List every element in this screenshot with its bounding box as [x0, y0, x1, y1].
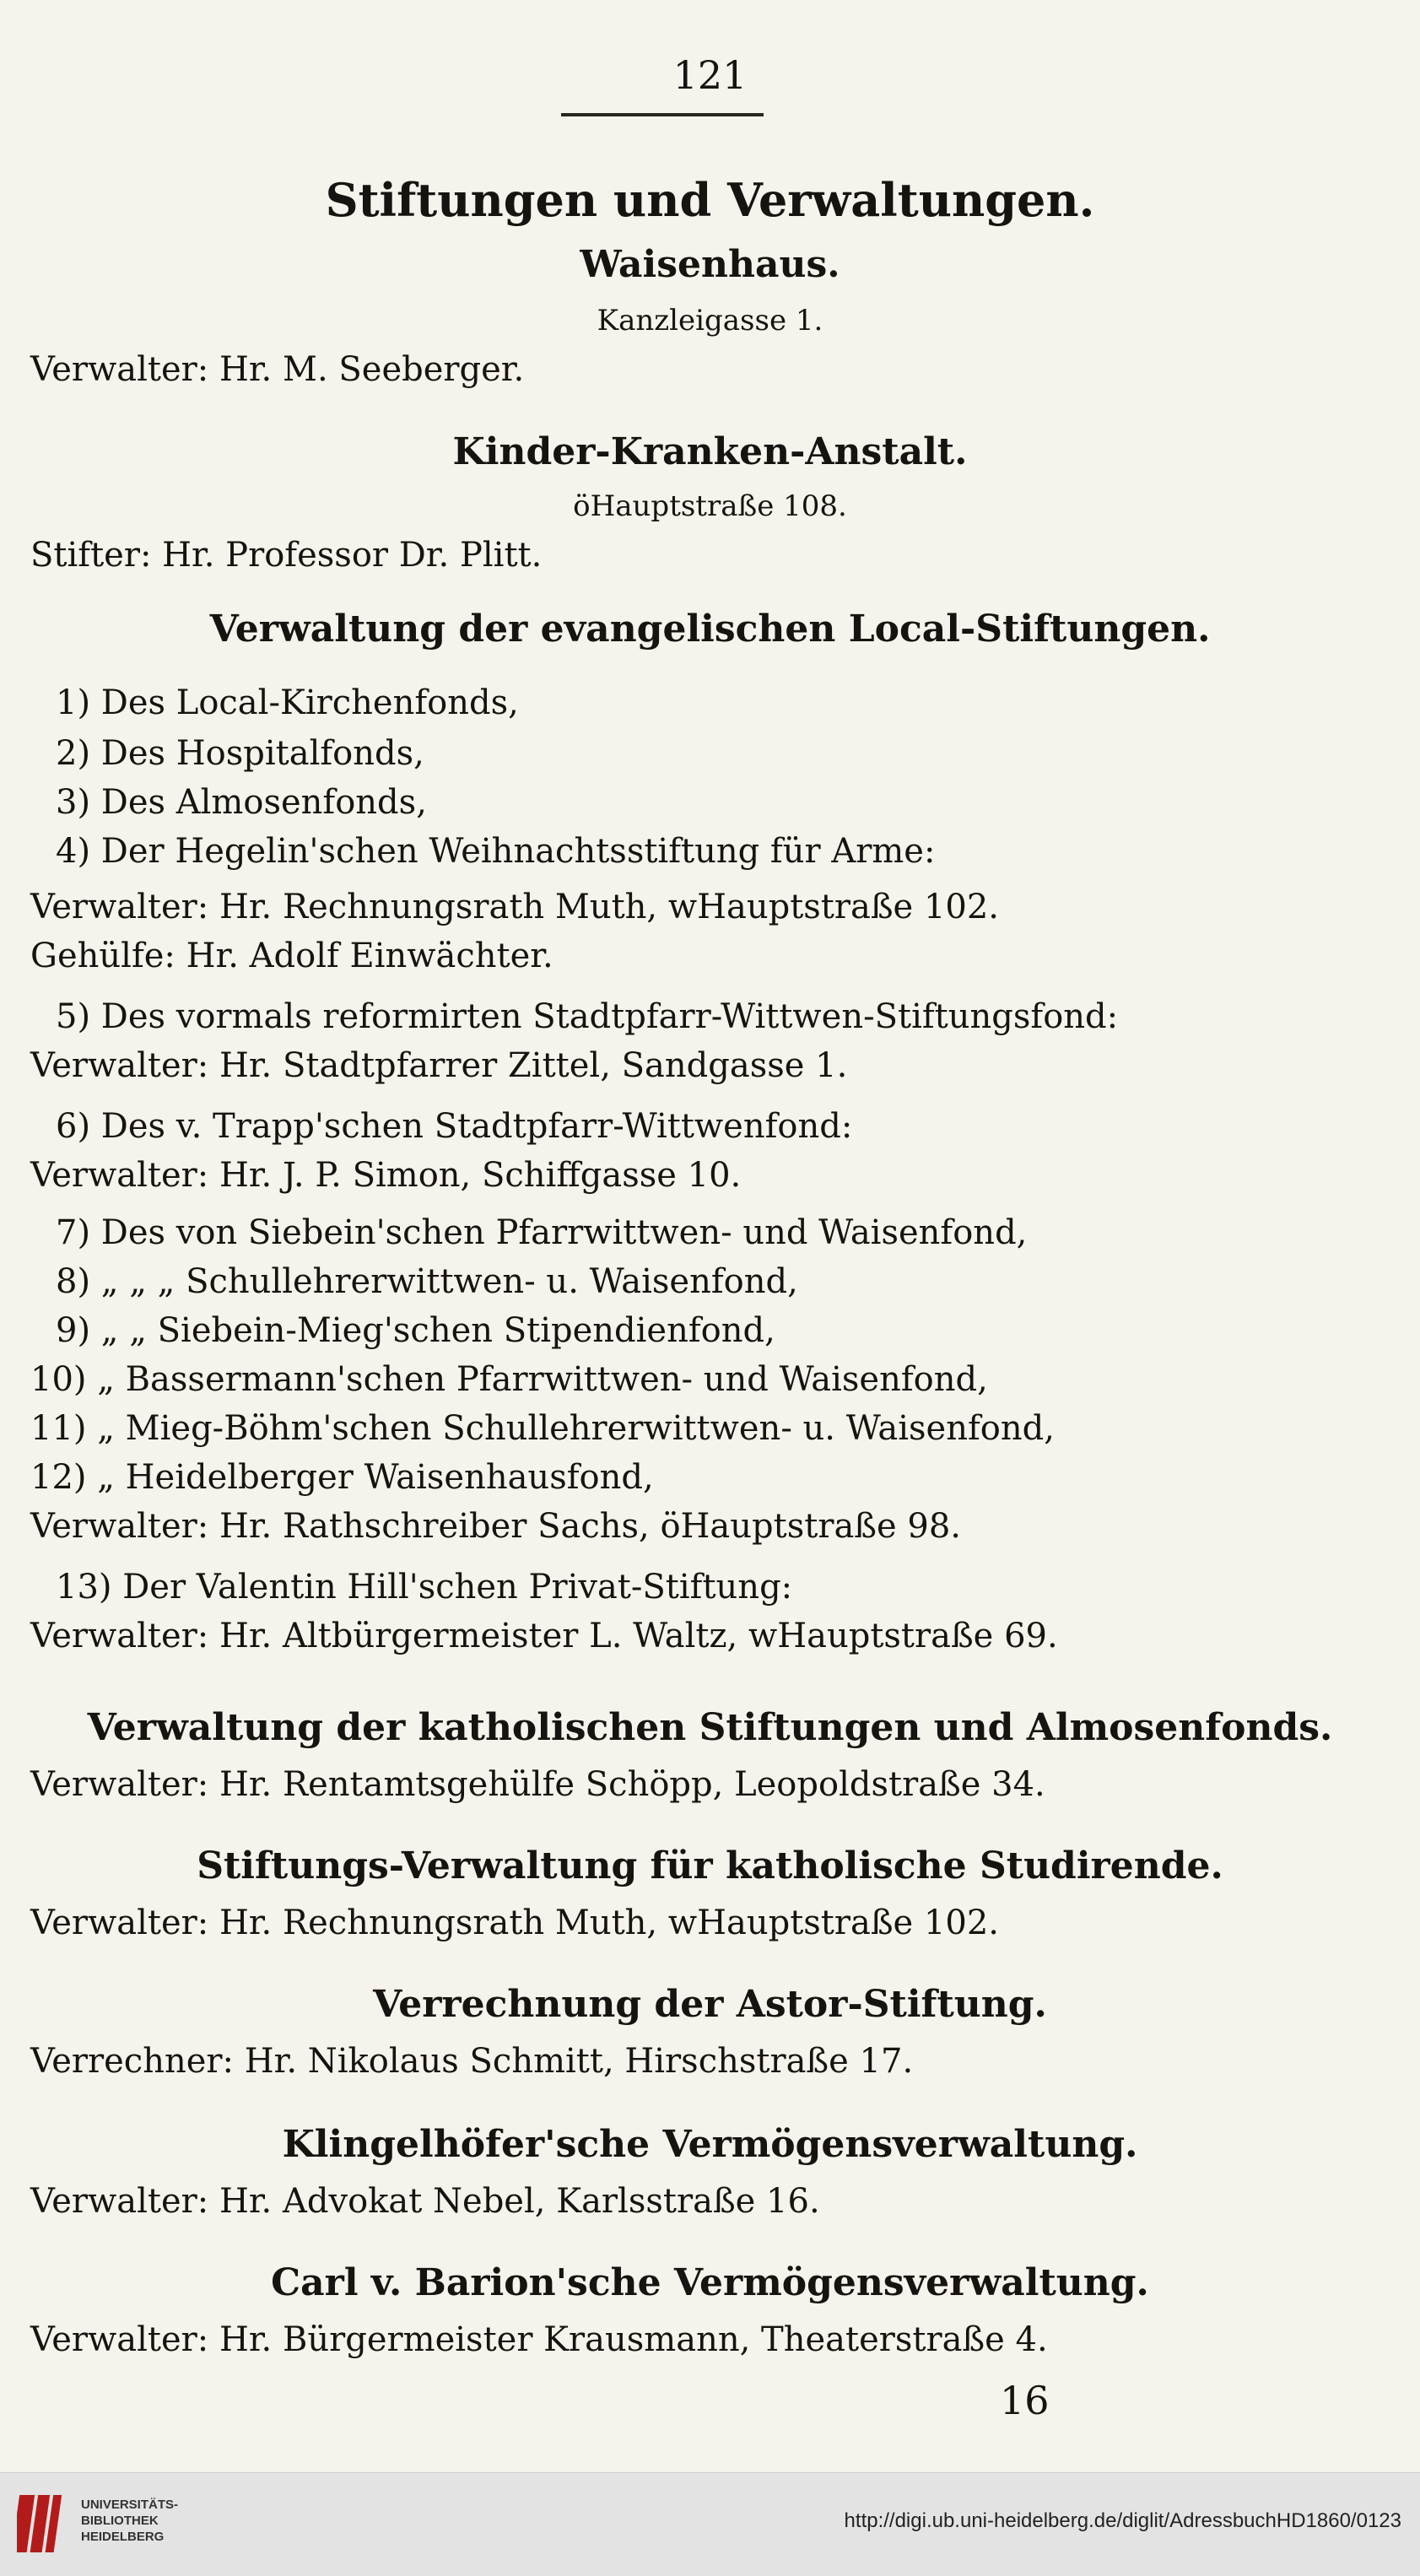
evangelisch-line: Verwalter: Hr. Altbürgermeister L. Waltz, wHauptstraße 69. — [30, 1617, 1058, 1655]
kinder-founder: Stifter: Hr. Professor Dr. Plitt. — [30, 536, 543, 575]
evangelisch-line: 11) „ Mieg-Böhm'schen Schullehrerwittwen- u. Waisenfond, — [30, 1409, 1055, 1448]
evangelisch-line: 8) „ „ „ Schullehrerwittwen- u. Waisenfond, — [56, 1262, 798, 1301]
evangelisch-line: Verwalter: Hr. Rathschreiber Sachs, öHauptstraße 98. — [30, 1507, 962, 1546]
studirende-administrator: Verwalter: Hr. Rechnungsrath Muth, wHauptstraße 102. — [30, 1904, 1000, 1942]
section-title-klingel: Klingelhöfer'sche Vermögensverwaltung. — [282, 2123, 1138, 2166]
evangelisch-line: 7) Des von Siebein'schen Pfarrwittwen- und Waisenfond, — [56, 1213, 1028, 1252]
logo-line: BIBLIOTHEK — [81, 2514, 159, 2528]
evangelisch-line: 4) Der Hegelin'schen Weihnachtsstiftung für Arme: — [56, 832, 936, 871]
section-title-astor: Verrechnung der Astor-Stiftung. — [373, 1983, 1047, 2026]
main-title: Stiftungen und Verwaltungen. — [325, 173, 1095, 227]
section-title-katholisch: Verwaltung der katholischen Stiftungen und Almosenfonds. — [87, 1706, 1333, 1749]
kinder-address: öHauptstraße 108. — [573, 489, 847, 523]
section-title-kinder: Kinder-Kranken-Anstalt. — [452, 430, 968, 473]
evangelisch-line: 5) Des vormals reformirten Stadtpfarr-Wittwen-Stiftungsfond: — [56, 997, 1119, 1036]
evangelisch-line: 10) „ Bassermann'schen Pfarrwittwen- und Waisenfond, — [30, 1360, 988, 1399]
university-library-logo-icon — [17, 2490, 76, 2557]
evangelisch-line: 13) Der Valentin Hill'schen Privat-Stiftung: — [56, 1568, 793, 1607]
evangelisch-line: Gehülfe: Hr. Adolf Einwächter. — [30, 937, 553, 975]
page-number-rule — [561, 113, 764, 116]
page-number: 121 — [672, 52, 748, 98]
source-url-link[interactable]: http://digi.ub.uni-heidelberg.de/diglit/AdressbuchHD1860/0123 — [844, 2509, 1401, 2532]
evangelisch-line: 2) Des Hospitalfonds, — [56, 734, 424, 773]
section-title-waisenhaus: Waisenhaus. — [580, 243, 840, 286]
astor-accountant: Verrechner: Hr. Nikolaus Schmitt, Hirschstraße 17. — [30, 2042, 914, 2081]
evangelisch-line: 3) Des Almosenfonds, — [56, 783, 427, 822]
evangelisch-line: Verwalter: Hr. Rechnungsrath Muth, wHauptstraße 102. — [30, 888, 1000, 926]
section-title-barion: Carl v. Barion'sche Vermögensverwaltung. — [271, 2261, 1149, 2304]
logo-line: UNIVERSITÄTS- — [81, 2498, 179, 2512]
evangelisch-line: 9) „ „ Siebein-Mieg'schen Stipendienfond, — [56, 1311, 775, 1350]
logo-line: HEIDELBERG — [81, 2530, 165, 2544]
section-title-studirende: Stiftungs-Verwaltung für katholische Studirende. — [197, 1844, 1223, 1887]
klingel-administrator: Verwalter: Hr. Advokat Nebel, Karlsstraße 16. — [30, 2182, 820, 2221]
evangelisch-line: 6) Des v. Trapp'schen Stadtpfarr-Wittwenfond: — [56, 1107, 853, 1146]
signature-mark: 16 — [1000, 2378, 1050, 2423]
barion-administrator: Verwalter: Hr. Bürgermeister Krausmann, Theaterstraße 4. — [30, 2320, 1048, 2359]
waisenhaus-administrator: Verwalter: Hr. M. Seeberger. — [30, 350, 525, 389]
evangelisch-line: 1) Des Local-Kirchenfonds, — [56, 683, 519, 722]
waisenhaus-address: Kanzleigasse 1. — [597, 304, 823, 338]
library-logo-text — [81, 2497, 178, 2545]
evangelisch-line: Verwalter: Hr. J. P. Simon, Schiffgasse 10. — [30, 1156, 742, 1195]
viewer-footer-bar — [0, 2472, 1420, 2576]
evangelisch-line: 12) „ Heidelberger Waisenhausfond, — [30, 1458, 654, 1497]
evangelisch-line: Verwalter: Hr. Stadtpfarrer Zittel, Sandgasse 1. — [30, 1046, 848, 1085]
section-title-evangelisch: Verwaltung der evangelischen Local-Stiftungen. — [209, 608, 1211, 651]
katholisch-administrator: Verwalter: Hr. Rentamtsgehülfe Schöpp, Leopoldstraße 34. — [30, 1765, 1045, 1804]
